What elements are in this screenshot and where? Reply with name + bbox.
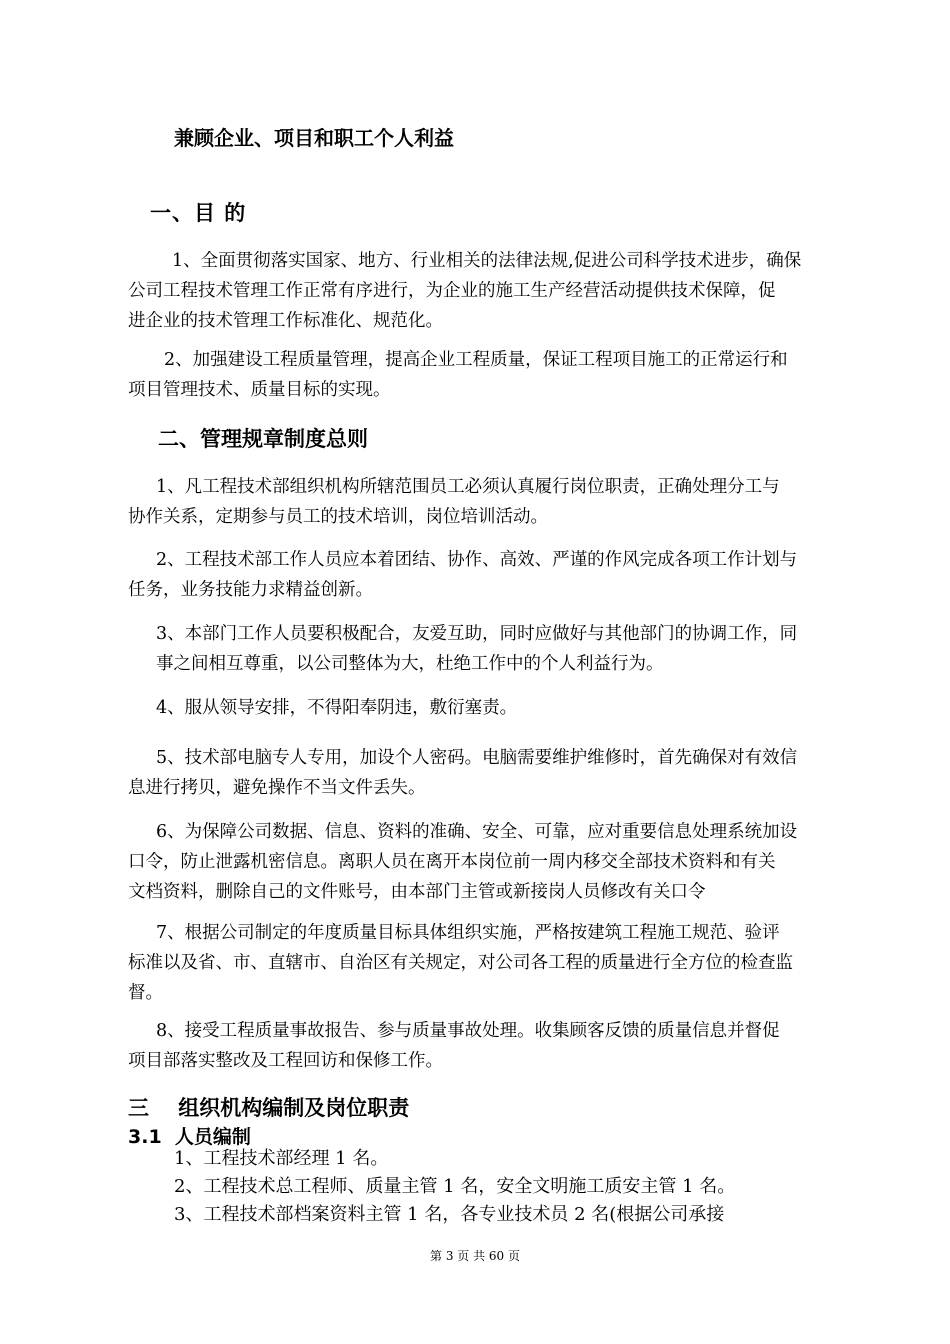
intro-heading: 兼顾企业、项目和职工个人利益 — [174, 126, 454, 150]
section-1-title: 一、目 的 — [150, 201, 247, 225]
text-line: 1、全面贯彻落实国家、地方、行业相关的法律法规,促进公司科学技术进步，确保 — [172, 251, 802, 271]
text-line: 标准以及省、市、直辖市、自治区有关规定，对公司各工程的质量进行全方位的检查监 — [128, 953, 793, 973]
text-line: 事之间相互尊重，以公司整体为大，杜绝工作中的个人利益行为。 — [156, 654, 664, 674]
text-line: 6、为保障公司数据、信息、资料的准确、安全、可靠，应对重要信息处理系统加设 — [156, 822, 798, 842]
section-2-paragraph-2 — [128, 545, 797, 605]
list-item: 2、工程技术总工程师、质量主管 1 名，安全文明施工质安主管 1 名。 — [174, 1176, 736, 1197]
text-line: 息进行拷贝，避免操作不当文件丢失。 — [128, 778, 426, 798]
section-1-paragraph-2 — [128, 345, 788, 405]
section-2-paragraph-6 — [128, 817, 797, 907]
section-2-paragraph-4 — [156, 693, 517, 723]
page-footer: 第 3 页 共 60 页 — [430, 1249, 520, 1263]
text-line: 1、凡工程技术部组织机构所辖范围员工必须认真履行岗位职责，正确处理分工与 — [156, 477, 780, 497]
text-line: 文档资料，删除自己的文件账号，由本部门主管或新接岗人员修改有关口令 — [128, 882, 706, 902]
text-line: 督。 — [128, 983, 163, 1003]
text-line: 5、技术部电脑专人专用，加设个人密码。电脑需要维护维修时，首先确保对有效信 — [156, 748, 798, 768]
text-line: 任务，业务技能力求精益创新。 — [128, 580, 373, 600]
text-line: 口令，防止泄露机密信息。离职人员在离开本岗位前一周内移交全部技术资料和有关 — [128, 852, 776, 872]
text-line: 4、服从领导安排，不得阳奉阴违，敷衍塞责。 — [156, 698, 518, 718]
section-1-paragraph-1 — [128, 246, 801, 336]
text-line: 3、本部门工作人员要积极配合，友爱互助，同时应做好与其他部门的协调工作，同 — [156, 624, 798, 644]
text-line: 2、工程技术部工作人员应本着团结、协作、高效、严谨的作风完成各项工作计划与 — [156, 550, 798, 570]
text-line: 项目部落实整改及工程回访和保修工作。 — [128, 1051, 443, 1071]
text-line: 项目管理技术、质量目标的实现。 — [128, 380, 391, 400]
section-2-title: 二、管理规章制度总则 — [158, 427, 368, 451]
section-3-1-title: 3.1 人员编制 — [128, 1126, 251, 1148]
section-2-paragraph-8 — [128, 1016, 780, 1076]
text-line: 7、根据公司制定的年度质量目标具体组织实施，严格按建筑工程施工规范、验评 — [156, 923, 780, 943]
text-line: 协作关系，定期参与员工的技术培训，岗位培训活动。 — [128, 507, 548, 527]
section-2-paragraph-1 — [128, 472, 780, 532]
staffing-list — [174, 1145, 735, 1229]
section-2-paragraph-7 — [128, 918, 793, 1008]
text-line: 进企业的技术管理工作标准化、规范化。 — [128, 311, 443, 331]
section-2-paragraph-3 — [128, 619, 797, 679]
section-3-title: 三 组织机构编制及岗位职责 — [128, 1096, 410, 1120]
list-item: 3、工程技术部档案资料主管 1 名，各专业技术员 2 名(根据公司承接 — [174, 1204, 725, 1225]
text-line: 2、加强建设工程质量管理，提高企业工程质量，保证工程项目施工的正常运行和 — [164, 350, 788, 370]
text-line: 8、接受工程质量事故报告、参与质量事故处理。收集顾客反馈的质量信息并督促 — [156, 1021, 780, 1041]
section-2-paragraph-5 — [128, 743, 797, 803]
text-line: 公司工程技术管理工作正常有序进行，为企业的施工生产经营活动提供技术保障，促 — [128, 281, 776, 301]
list-item: 1、工程技术部经理 1 名。 — [174, 1148, 389, 1169]
